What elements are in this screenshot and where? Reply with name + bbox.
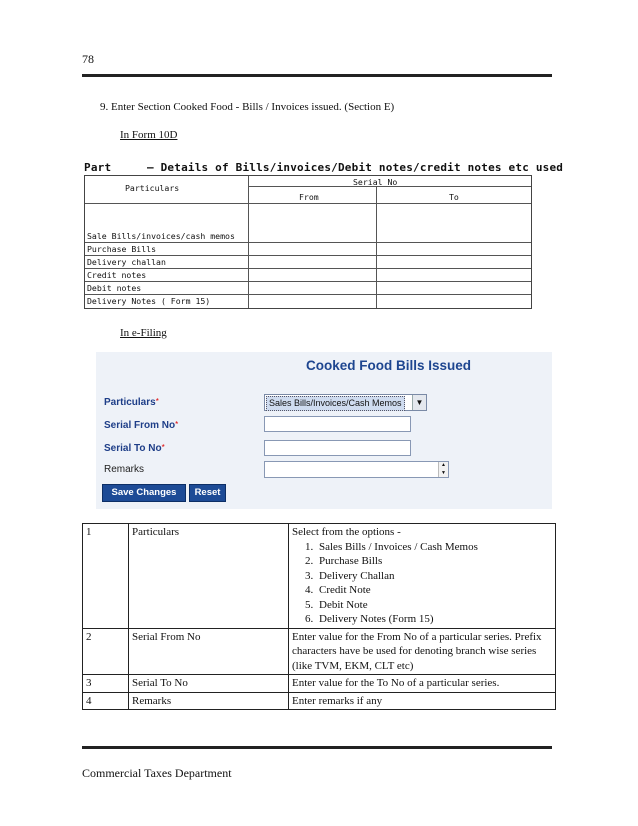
table-row: [83, 692, 556, 710]
chevron-down-icon[interactable]: ▼: [412, 395, 426, 410]
list-item: 4. Credit Note: [316, 583, 552, 598]
scroll-down-icon[interactable]: ▼: [441, 471, 446, 476]
list-item: 6. Delivery Notes (Form 15): [316, 612, 552, 627]
efiling-subheading: In e-Filing: [120, 327, 167, 339]
grid-line: [376, 186, 377, 308]
field-description: [289, 524, 556, 629]
row-number: 4: [83, 692, 129, 710]
form10d-row: Debit notes: [87, 283, 142, 293]
reset-button[interactable]: Reset: [189, 484, 226, 502]
particulars-label: [104, 397, 159, 408]
grid-line: [85, 203, 531, 204]
serial-to-input[interactable]: [264, 440, 411, 456]
save-changes-button[interactable]: Save Changes: [102, 484, 186, 502]
field-name: Serial From No: [129, 628, 289, 675]
required-mark: *: [161, 443, 165, 452]
row-number: 1: [83, 524, 129, 629]
list-item: 5. Debit Note: [316, 598, 552, 613]
grid-line: [85, 281, 531, 282]
field-description: Enter remarks if any: [289, 692, 556, 710]
efiling-form-title: Cooked Food Bills Issued: [306, 358, 472, 373]
scroll-up-icon[interactable]: ▲: [441, 463, 446, 468]
footer-text: Commercial Taxes Department: [82, 766, 232, 780]
particulars-selected-value: Sales Bills/Invoices/Cash Memos: [266, 396, 405, 411]
row-number: 3: [83, 675, 129, 693]
field-description: Enter value for the To No of a particular series.: [289, 675, 556, 693]
serial-to-label-text: Serial To No: [104, 443, 162, 454]
form10d-row: Sale Bills/invoices/cash memos: [87, 231, 235, 241]
form10d-title: [84, 161, 563, 174]
particulars-label-text: Particulars: [104, 397, 156, 408]
serial-to-label: [104, 443, 165, 454]
field-description: Enter value for the From No of a particular series. Prefix characters have be used for denoting branch wise series (like TVM, EKM, CLT etc): [289, 628, 556, 675]
col-to: To: [449, 192, 459, 202]
table-row: [83, 675, 556, 693]
field-name: Remarks: [129, 692, 289, 710]
options-list: [292, 540, 552, 627]
remarks-textarea[interactable]: [264, 461, 449, 478]
form10d-title-part: Part: [84, 161, 112, 174]
grid-line: [85, 242, 531, 243]
col-serial-no: Serial No: [353, 177, 398, 187]
col-from: From: [299, 192, 319, 202]
form10d-subheading: In Form 10D: [120, 129, 178, 141]
form10d-row: Delivery challan: [87, 257, 166, 267]
grid-line: [85, 294, 531, 295]
grid-line: [85, 268, 531, 269]
list-item: 3. Delivery Challan: [316, 569, 552, 584]
serial-from-label: [104, 420, 178, 431]
form10d-table: [84, 175, 532, 309]
grid-line: [85, 255, 531, 256]
field-description-table: [82, 523, 556, 710]
required-mark: *: [155, 397, 159, 406]
form10d-title-text: – Details of Bills/invoices/Debit notes/credit notes etc used: [146, 161, 564, 174]
scrollbar[interactable]: [438, 462, 448, 477]
table-row: [83, 628, 556, 675]
description-text: Select from the options -: [292, 526, 401, 538]
particulars-select[interactable]: [264, 394, 427, 411]
form10d-row: Purchase Bills: [87, 244, 157, 254]
efiling-form-panel: [96, 352, 552, 509]
list-item: 2. Purchase Bills: [316, 554, 552, 569]
form10d-row: Delivery Notes ( Form 15): [87, 296, 211, 306]
field-name: Particulars: [129, 524, 289, 629]
col-particulars: Particulars: [125, 183, 180, 193]
serial-from-input[interactable]: [264, 416, 411, 432]
row-number: 2: [83, 628, 129, 675]
step-heading: 9. Enter Section Cooked Food - Bills / Invoices issued. (Section E): [100, 101, 395, 113]
table-row: [83, 524, 556, 629]
field-name: Serial To No: [129, 675, 289, 693]
remarks-label: Remarks: [104, 464, 145, 475]
footer-rule: [82, 746, 552, 749]
required-mark: *: [175, 420, 179, 429]
list-item: 1. Sales Bills / Invoices / Cash Memos: [316, 540, 552, 555]
header-rule: [82, 74, 552, 77]
form10d-image: [84, 161, 564, 309]
serial-from-label-text: Serial From No: [104, 420, 176, 431]
grid-line: [248, 176, 249, 308]
form10d-row: Credit notes: [87, 270, 147, 280]
page-number: 78: [82, 52, 94, 66]
